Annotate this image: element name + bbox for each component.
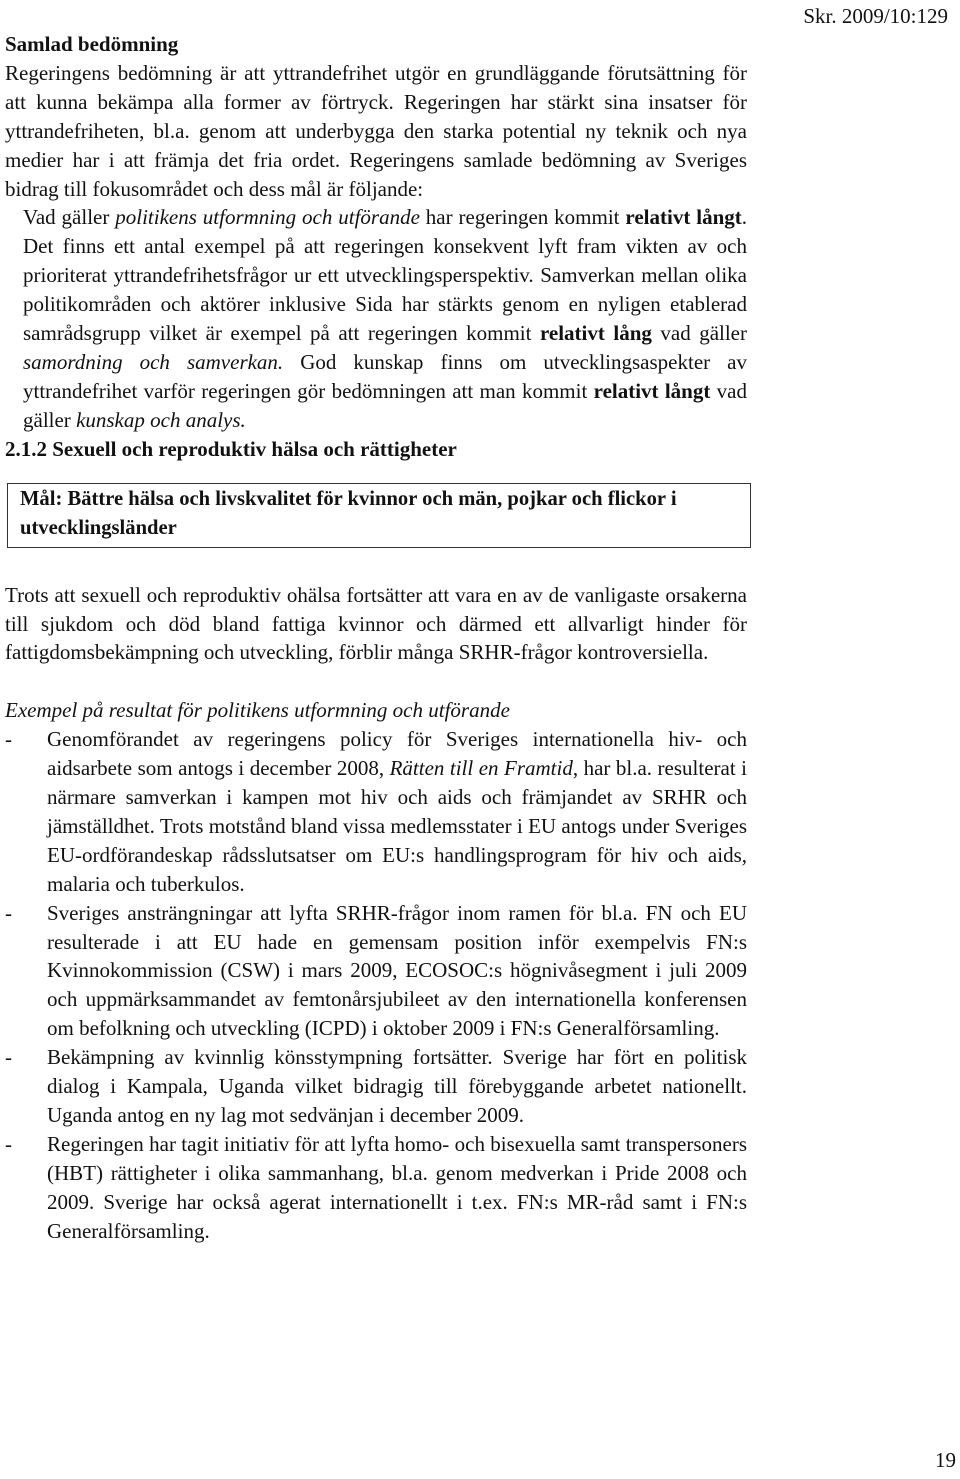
list-item-text: Regeringen har tagit initiativ för att lyfta homo- och bisexuella samt transpersoners (HBT) rättigheter i olika sammanhang, bl.a. genom medverkan i Pride 2008 och 2009. Sverige har också agerat internationellt i t.ex. FN:s MR-råd samt i FN:s Generalförsamling. bbox=[47, 1131, 747, 1243]
list-item-text: Bekämpning av kvinnlig könsstympning fortsätter. Sverige har fört en politisk dialog i Kampala, Uganda vilket bidragig till förebyggande arbetet nationellt. Uganda antog en ny lag mot sedvänjan i december 2009. bbox=[47, 1045, 747, 1127]
quote-text: . Det finns ett antal exempel på att regeringen konsekvent lyft fram vikten av och prioriterat yttrandefrihetsfrågor ur ett utvecklingsperspektiv. Samverkan mellan olika politikområden och aktörer inklusive Sida har stärkts genom en nyligen etablerad samrådsgrupp vilket är exempel på att regeringen kommit bbox=[23, 205, 747, 346]
goal-box: Mål: Bättre hälsa och livskvalitet för kvinnor och män, pojkar och flickor i utvecklingsländer bbox=[7, 483, 751, 548]
list-item bbox=[5, 725, 747, 898]
quote-text: vad gäller bbox=[651, 321, 748, 346]
assessment-paragraph: Regeringens bedömning är att yttrandefrihet utgör en grundläggande förutsättning för att kunna bekämpa alla former av förtryck. Regeringen har stärkt sina insatser för yttrandefriheten, bl.a. genom att underbygga den starka potential ny teknik och nya medier har i att främja det fria ordet. Regeringens samlade bedömning av Sveriges bidrag till fokusområdet och dess mål är följande: bbox=[5, 60, 747, 201]
page-content bbox=[5, 30, 747, 1246]
quote-text: vad gäller bbox=[23, 378, 747, 432]
assessment-quote bbox=[5, 203, 747, 434]
quote-text: God kunskap finns om utvecklingsaspekter av yttrandefrihet varför regeringen gör bedömningen att man kommit bbox=[23, 349, 748, 403]
quote-strong: relativt långt bbox=[625, 205, 742, 230]
list-item bbox=[5, 1043, 747, 1130]
results-list bbox=[5, 725, 747, 1245]
list-item-text: , har bl.a. resulterat i närmare samverkan i kampen mot hiv och aids och främjandet av SRHR och jämställdhet. Trots motstånd bland vissa medlemsstater i EU antogs under Sveriges EU-ordförandeskap rådsslutsatser om EU:s handlingsprogram för hiv och aids, malaria och tuberkulos. bbox=[47, 756, 747, 896]
dash-marker: - bbox=[5, 1045, 12, 1070]
quote-emphasis: politikens utformning och utförande bbox=[115, 205, 420, 230]
list-item bbox=[5, 1130, 747, 1246]
dash-marker: - bbox=[5, 1131, 12, 1156]
quote-text: Vad gäller bbox=[23, 205, 116, 230]
section-heading: 2.1.2 Sexuell och reproduktiv hälsa och rättigheter bbox=[5, 436, 457, 461]
document-reference: Skr. 2009/10:129 bbox=[803, 4, 948, 28]
intro-paragraph: Trots att sexuell och reproduktiv ohälsa fortsätter att vara en av de vanligaste orsakerna till sjukdom och död bland fattiga kvinnor och därmed ett allvarligt hinder för fattigdomsbekämpning och utveckling, förblir många SRHR-frågor kontroversiella. bbox=[5, 582, 747, 665]
list-item bbox=[5, 899, 747, 1044]
dash-marker: - bbox=[5, 727, 12, 752]
quote-strong: relativt långt bbox=[593, 378, 711, 403]
dash-marker: - bbox=[5, 900, 12, 925]
list-item-emphasis: Rätten till en Framtid bbox=[389, 756, 573, 781]
quote-emphasis: kunskap och analys. bbox=[76, 407, 246, 432]
examples-heading: Exempel på resultat för politikens utformning och utförande bbox=[5, 698, 510, 723]
assessment-heading: Samlad bedömning bbox=[5, 32, 179, 56]
list-item-text: Sveriges ansträngningar att lyfta SRHR-frågor inom ramen för bl.a. FN och EU resulterade i att EU hade en gemensam position inför exempelvis FN:s Kvinnokommission (CSW) i mars 2009, ECOSOC:s högnivåsegment i juli 2009 och uppmärksammandet av femtonårsjubileet av den internationella konferensen om befolkning och utveckling (ICPD) i oktober 2009 i FN:s Generalförsamling. bbox=[47, 900, 747, 1041]
quote-strong: relativt lång bbox=[539, 321, 652, 346]
quote-text: har regeringen kommit bbox=[419, 205, 626, 230]
quote-emphasis: samordning och samverkan. bbox=[23, 349, 284, 374]
page-number: 19 bbox=[935, 1448, 956, 1472]
list-item-text: Genomförandet av regeringens policy för Sveriges internationella hiv- och aidsarbete som antogs i december 2008, bbox=[47, 727, 747, 781]
